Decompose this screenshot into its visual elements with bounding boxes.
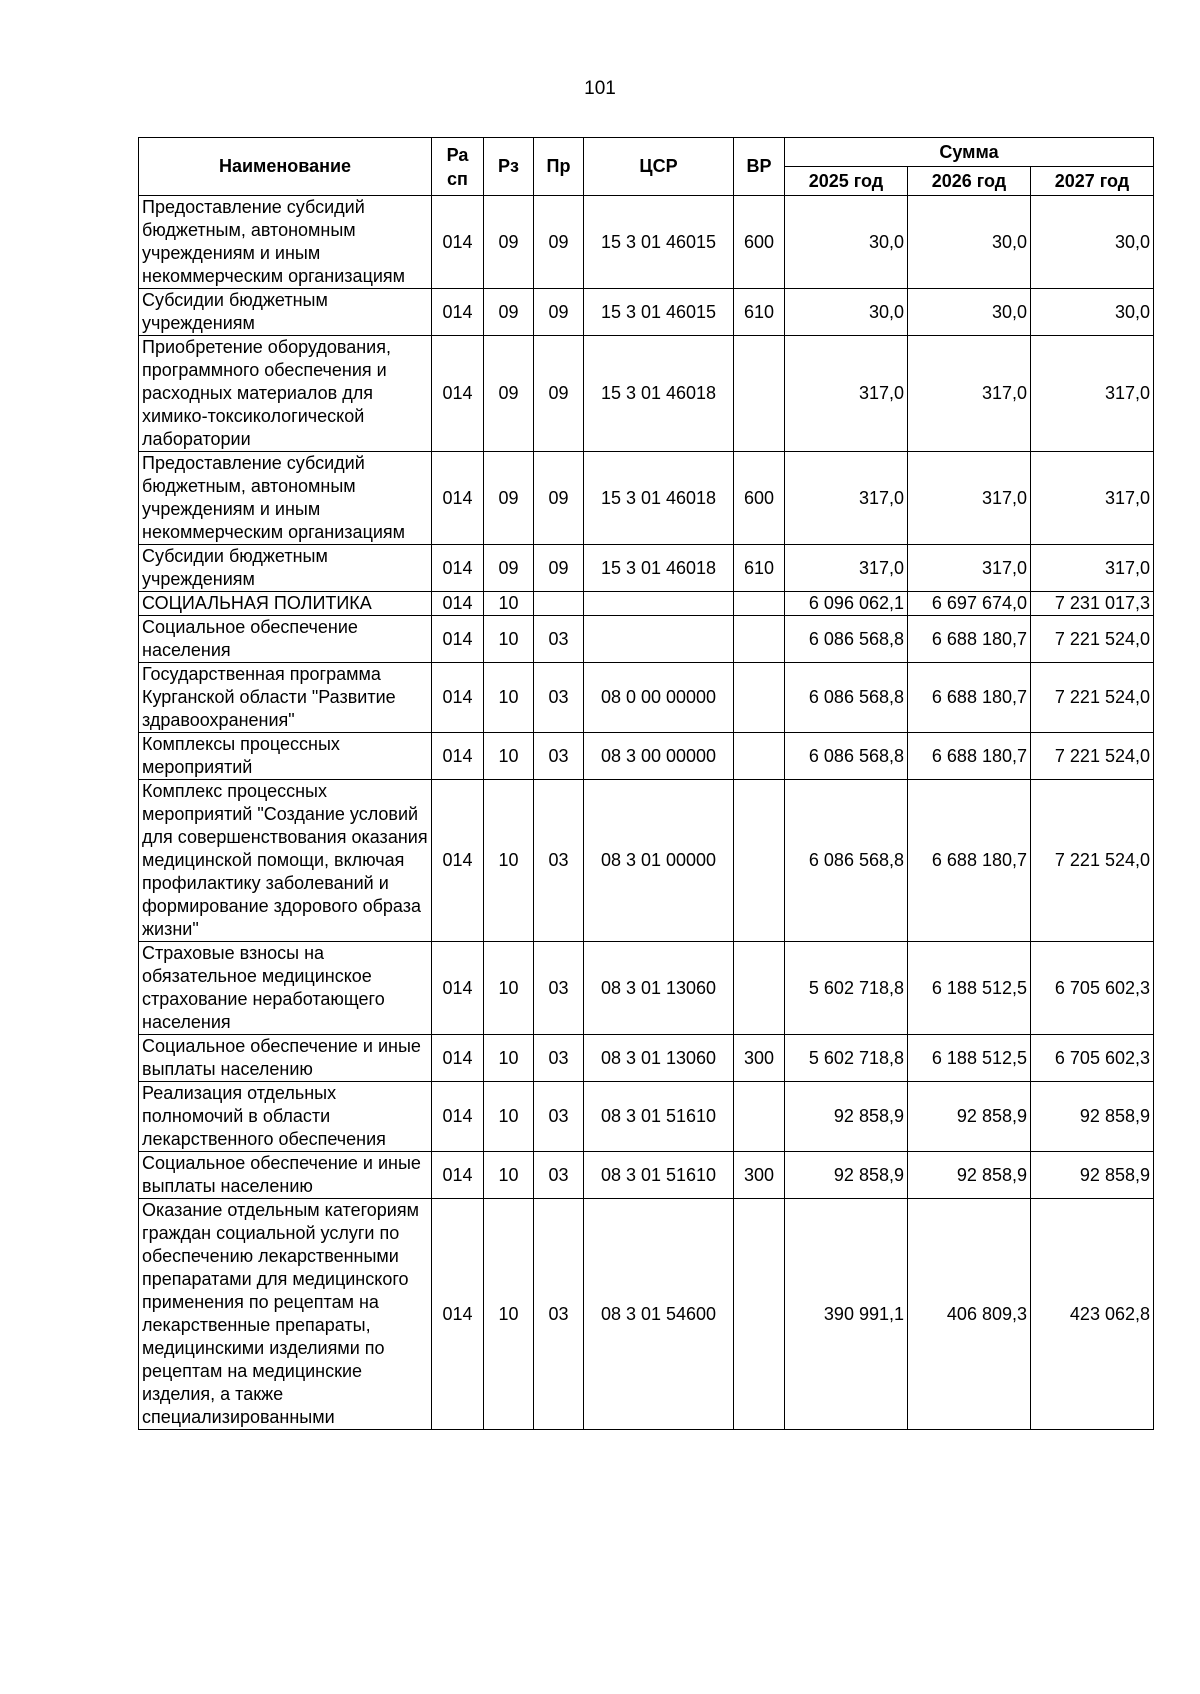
cell-y2025: 92 858,9	[785, 1082, 908, 1152]
cell-vr: 600	[734, 196, 785, 289]
table-row	[139, 663, 1154, 733]
cell-rz: 10	[484, 592, 534, 616]
header-name: Наименование	[139, 138, 432, 196]
cell-csr: 15 3 01 46018	[584, 452, 734, 545]
cell-rasp: 014	[432, 196, 484, 289]
cell-rasp: 014	[432, 336, 484, 452]
cell-rz: 10	[484, 780, 534, 942]
cell-rasp: 014	[432, 663, 484, 733]
cell-y2025: 6 086 568,8	[785, 733, 908, 780]
cell-name: Субсидии бюджетным учреждениям	[139, 289, 432, 336]
cell-vr	[734, 663, 785, 733]
cell-csr: 15 3 01 46015	[584, 196, 734, 289]
table-row	[139, 592, 1154, 616]
cell-rz: 09	[484, 336, 534, 452]
cell-rasp: 014	[432, 289, 484, 336]
cell-vr: 300	[734, 1152, 785, 1199]
cell-rz: 09	[484, 545, 534, 592]
cell-vr	[734, 336, 785, 452]
cell-rasp: 014	[432, 733, 484, 780]
cell-rz: 10	[484, 1035, 534, 1082]
cell-y2027: 317,0	[1031, 545, 1154, 592]
cell-rz: 09	[484, 196, 534, 289]
table-row	[139, 452, 1154, 545]
cell-pr: 03	[534, 1082, 584, 1152]
cell-rasp: 014	[432, 545, 484, 592]
cell-vr: 610	[734, 545, 785, 592]
cell-pr: 03	[534, 942, 584, 1035]
cell-y2025: 92 858,9	[785, 1152, 908, 1199]
cell-name: Страховые взносы на обязательное медицинское страхование неработающего населения	[139, 942, 432, 1035]
cell-y2025: 317,0	[785, 336, 908, 452]
cell-y2025: 5 602 718,8	[785, 942, 908, 1035]
cell-y2026: 6 688 180,7	[908, 663, 1031, 733]
cell-y2026: 317,0	[908, 452, 1031, 545]
cell-csr	[584, 592, 734, 616]
cell-csr: 08 3 01 13060	[584, 1035, 734, 1082]
cell-pr	[534, 592, 584, 616]
cell-y2027: 7 221 524,0	[1031, 663, 1154, 733]
cell-pr: 09	[534, 196, 584, 289]
header-csr: ЦСР	[584, 138, 734, 196]
cell-csr: 15 3 01 46018	[584, 336, 734, 452]
cell-csr: 15 3 01 46015	[584, 289, 734, 336]
cell-y2027: 423 062,8	[1031, 1199, 1154, 1430]
cell-y2026: 92 858,9	[908, 1082, 1031, 1152]
cell-y2026: 6 188 512,5	[908, 1035, 1031, 1082]
cell-y2026: 6 188 512,5	[908, 942, 1031, 1035]
cell-rasp: 014	[432, 942, 484, 1035]
cell-vr	[734, 733, 785, 780]
table-header-row	[139, 138, 1154, 167]
cell-y2026: 30,0	[908, 196, 1031, 289]
cell-vr	[734, 780, 785, 942]
cell-y2025: 30,0	[785, 196, 908, 289]
cell-rz: 09	[484, 452, 534, 545]
table-row	[139, 1199, 1154, 1430]
cell-y2027: 6 705 602,3	[1031, 1035, 1154, 1082]
cell-rz: 10	[484, 1152, 534, 1199]
cell-vr	[734, 616, 785, 663]
cell-rz: 09	[484, 289, 534, 336]
cell-pr: 03	[534, 733, 584, 780]
budget-table	[138, 137, 1154, 1430]
cell-y2027: 92 858,9	[1031, 1082, 1154, 1152]
cell-pr: 03	[534, 1035, 584, 1082]
cell-name: Социальное обеспечение и иные выплаты населению	[139, 1152, 432, 1199]
cell-name: Комплексы процессных мероприятий	[139, 733, 432, 780]
cell-vr	[734, 942, 785, 1035]
cell-rasp: 014	[432, 592, 484, 616]
cell-y2027: 317,0	[1031, 336, 1154, 452]
cell-csr: 08 3 01 13060	[584, 942, 734, 1035]
cell-name: СОЦИАЛЬНАЯ ПОЛИТИКА	[139, 592, 432, 616]
cell-y2027: 7 221 524,0	[1031, 780, 1154, 942]
header-sum: Сумма	[785, 138, 1154, 167]
cell-y2025: 30,0	[785, 289, 908, 336]
cell-rasp: 014	[432, 1152, 484, 1199]
cell-pr: 09	[534, 289, 584, 336]
cell-vr: 600	[734, 452, 785, 545]
cell-name: Социальное обеспечение и иные выплаты населению	[139, 1035, 432, 1082]
table-row	[139, 616, 1154, 663]
cell-rz: 10	[484, 1199, 534, 1430]
cell-vr: 300	[734, 1035, 785, 1082]
cell-y2027: 7 221 524,0	[1031, 733, 1154, 780]
cell-csr: 08 3 00 00000	[584, 733, 734, 780]
cell-y2025: 390 991,1	[785, 1199, 908, 1430]
cell-vr	[734, 592, 785, 616]
cell-y2026: 6 688 180,7	[908, 780, 1031, 942]
cell-pr: 03	[534, 663, 584, 733]
cell-pr: 09	[534, 545, 584, 592]
cell-rasp: 014	[432, 616, 484, 663]
cell-name: Оказание отдельным категориям граждан социальной услуги по обеспечению лекарственными препаратами для медицинского применения по рецептам на лекарственные препараты, медицинскими изделиями по рецептам на медицинские изделия, а также специализированными	[139, 1199, 432, 1430]
cell-rasp: 014	[432, 1035, 484, 1082]
table-body	[139, 196, 1154, 1430]
cell-y2025: 317,0	[785, 452, 908, 545]
cell-pr: 09	[534, 452, 584, 545]
cell-name: Субсидии бюджетным учреждениям	[139, 545, 432, 592]
cell-rasp: 014	[432, 1082, 484, 1152]
table-row	[139, 336, 1154, 452]
table-row	[139, 733, 1154, 780]
table-row	[139, 196, 1154, 289]
cell-name: Приобретение оборудования, программного обеспечения и расходных материалов для химико-токсикологической лаборатории	[139, 336, 432, 452]
cell-y2026: 6 688 180,7	[908, 733, 1031, 780]
cell-csr: 08 0 00 00000	[584, 663, 734, 733]
cell-rasp: 014	[432, 1199, 484, 1430]
cell-pr: 09	[534, 336, 584, 452]
cell-rasp: 014	[432, 452, 484, 545]
cell-vr: 610	[734, 289, 785, 336]
header-2025: 2025 год	[785, 167, 908, 196]
table-row	[139, 942, 1154, 1035]
header-rasp: Ра сп	[432, 138, 484, 196]
cell-y2026: 30,0	[908, 289, 1031, 336]
cell-csr: 08 3 01 00000	[584, 780, 734, 942]
page-number: 101	[584, 78, 616, 99]
cell-pr: 03	[534, 1152, 584, 1199]
cell-rz: 10	[484, 1082, 534, 1152]
cell-name: Комплекс процессных мероприятий "Создание условий для совершенствования оказания медицинской помощи, включая профилактику заболеваний и формирование здорового образа жизни"	[139, 780, 432, 942]
cell-y2027: 7 231 017,3	[1031, 592, 1154, 616]
cell-y2025: 5 602 718,8	[785, 1035, 908, 1082]
cell-rz: 10	[484, 616, 534, 663]
cell-y2027: 6 705 602,3	[1031, 942, 1154, 1035]
cell-y2027: 317,0	[1031, 452, 1154, 545]
cell-y2025: 317,0	[785, 545, 908, 592]
cell-y2025: 6 086 568,8	[785, 663, 908, 733]
cell-y2026: 317,0	[908, 545, 1031, 592]
cell-y2025: 6 086 568,8	[785, 780, 908, 942]
table-row	[139, 780, 1154, 942]
table-row	[139, 545, 1154, 592]
table-row	[139, 289, 1154, 336]
cell-name: Государственная программа Курганской области "Развитие здравоохранения"	[139, 663, 432, 733]
cell-csr	[584, 616, 734, 663]
cell-pr: 03	[534, 1199, 584, 1430]
cell-y2026: 317,0	[908, 336, 1031, 452]
cell-rz: 10	[484, 733, 534, 780]
cell-csr: 15 3 01 46018	[584, 545, 734, 592]
header-2027: 2027 год	[1031, 167, 1154, 196]
cell-csr: 08 3 01 54600	[584, 1199, 734, 1430]
cell-y2025: 6 096 062,1	[785, 592, 908, 616]
cell-rz: 10	[484, 942, 534, 1035]
cell-y2027: 92 858,9	[1031, 1152, 1154, 1199]
cell-y2027: 7 221 524,0	[1031, 616, 1154, 663]
cell-y2026: 6 697 674,0	[908, 592, 1031, 616]
cell-vr	[734, 1082, 785, 1152]
cell-pr: 03	[534, 616, 584, 663]
cell-name: Социальное обеспечение населения	[139, 616, 432, 663]
table-row	[139, 1035, 1154, 1082]
cell-y2026: 6 688 180,7	[908, 616, 1031, 663]
header-vr: ВР	[734, 138, 785, 196]
cell-vr	[734, 1199, 785, 1430]
cell-y2027: 30,0	[1031, 196, 1154, 289]
header-rz: Рз	[484, 138, 534, 196]
cell-pr: 03	[534, 780, 584, 942]
cell-name: Предоставление субсидий бюджетным, автономным учреждениям и иным некоммерческим организациям	[139, 452, 432, 545]
cell-csr: 08 3 01 51610	[584, 1082, 734, 1152]
table-row	[139, 1152, 1154, 1199]
table-row	[139, 1082, 1154, 1152]
cell-rz: 10	[484, 663, 534, 733]
cell-y2027: 30,0	[1031, 289, 1154, 336]
cell-rasp: 014	[432, 780, 484, 942]
cell-csr: 08 3 01 51610	[584, 1152, 734, 1199]
cell-y2026: 92 858,9	[908, 1152, 1031, 1199]
header-2026: 2026 год	[908, 167, 1031, 196]
cell-name: Предоставление субсидий бюджетным, автономным учреждениям и иным некоммерческим организациям	[139, 196, 432, 289]
cell-name: Реализация отдельных полномочий в области лекарственного обеспечения	[139, 1082, 432, 1152]
cell-y2026: 406 809,3	[908, 1199, 1031, 1430]
header-pr: Пр	[534, 138, 584, 196]
cell-y2025: 6 086 568,8	[785, 616, 908, 663]
